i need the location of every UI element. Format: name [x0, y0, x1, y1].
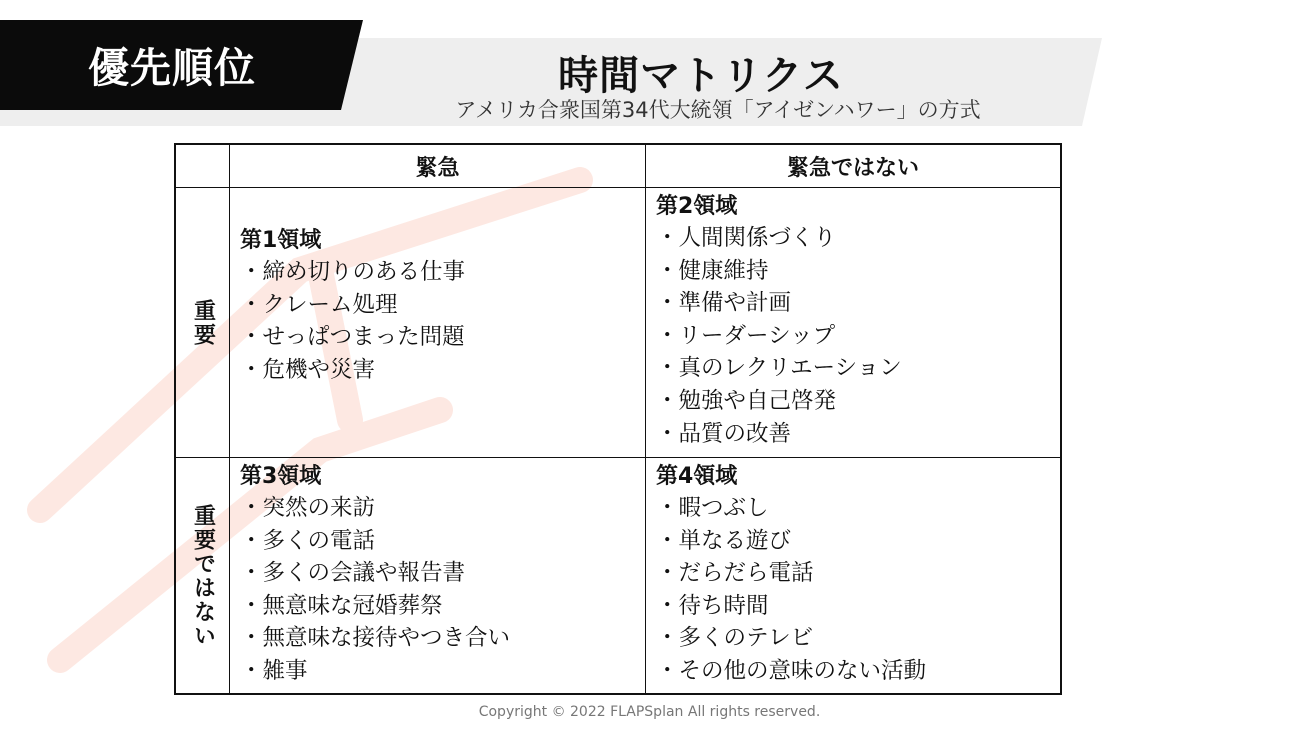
page-subtitle: アメリカ合衆国第34代大統領「アイゼンハワー」の方式: [455, 98, 981, 122]
column-header-urgent: 緊急: [230, 145, 646, 188]
quadrant-1: [230, 188, 646, 458]
list-item: ・ 危機や災害: [240, 354, 635, 387]
quadrant-2: [646, 188, 1060, 458]
list-item: ・ 突然の来訪: [240, 492, 635, 525]
list-item: ・ 無意味な冠婚葬祭: [240, 590, 635, 623]
list-item: ・ 準備や計画: [656, 287, 1050, 320]
row-header-not-important: 重要ではない: [190, 503, 216, 648]
quadrant-title: 第2領域: [656, 194, 738, 219]
quadrant-list: [240, 256, 635, 386]
list-item: ・ 雑事: [240, 655, 635, 688]
list-item: ・ 多くの会議や報告書: [240, 557, 635, 590]
list-item: ・ 多くのテレビ: [656, 622, 1050, 655]
copyright-notice: Copyright © 2022 FLAPSplan All rights reserved.: [478, 704, 821, 720]
column-header-not-urgent: 緊急ではない: [646, 145, 1060, 188]
section-tag-label: 優先順位: [88, 44, 256, 92]
list-item: ・ クレーム処理: [240, 289, 635, 322]
list-item: ・ 無意味な接待やつき合い: [240, 622, 635, 655]
quadrant-title: 第3領域: [240, 464, 322, 489]
quadrant-title: 第1領域: [240, 228, 322, 253]
list-item: ・ だらだら電話: [656, 557, 1050, 590]
list-item: ・ 真のレクリエーション: [656, 352, 1050, 385]
list-item: ・ 勉強や自己啓発: [656, 385, 1050, 418]
time-matrix-table: [174, 143, 1062, 695]
list-item: ・ せっぱつまった問題: [240, 321, 635, 354]
list-item: ・ 健康維持: [656, 255, 1050, 288]
list-item: ・ 単なる遊び: [656, 525, 1050, 558]
corner-cell: [176, 145, 230, 188]
list-item: ・ 人間関係づくり: [656, 222, 1050, 255]
row-header-not-important-cell: [176, 458, 230, 693]
row-header-important-cell: [176, 188, 230, 458]
list-item: ・ その他の意味のない活動: [656, 655, 1050, 688]
page-title: 時間マトリクス: [558, 53, 844, 99]
quadrant-title: 第4領域: [656, 464, 738, 489]
quadrant-list: [656, 222, 1050, 450]
row-header-important: 重要: [190, 298, 216, 347]
quadrant-4: [646, 458, 1060, 693]
quadrant-list: [656, 492, 1050, 688]
list-item: ・ 多くの電話: [240, 525, 635, 558]
quadrant-list: [240, 492, 635, 688]
list-item: ・ リーダーシップ: [656, 320, 1050, 353]
list-item: ・ 暇つぶし: [656, 492, 1050, 525]
list-item: ・ 締め切りのある仕事: [240, 256, 635, 289]
list-item: ・ 待ち時間: [656, 590, 1050, 623]
quadrant-3: [230, 458, 646, 693]
list-item: ・ 品質の改善: [656, 418, 1050, 451]
